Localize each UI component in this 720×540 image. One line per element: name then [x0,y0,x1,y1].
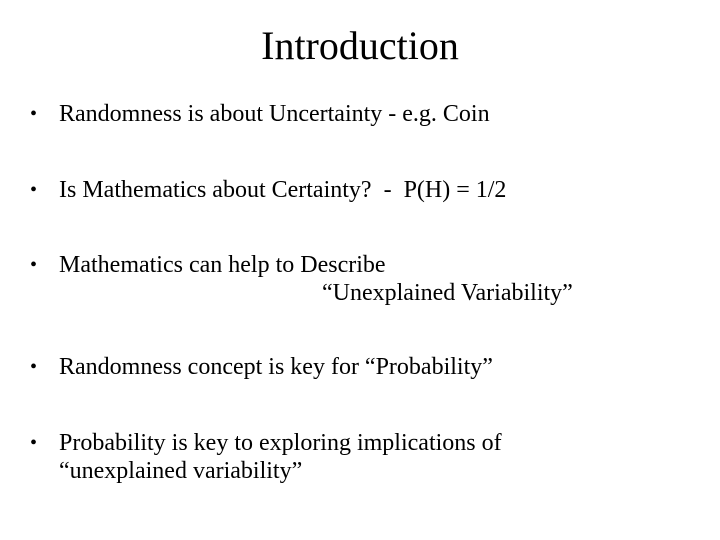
bullet-icon: • [30,432,38,454]
bullet-line: Probability is key to exploring implications of [59,430,502,456]
bullet-line: Randomness concept is key for “Probability” [59,354,493,380]
bullet-text [59,176,506,204]
bullet-text [59,429,502,485]
bullet-text [59,353,493,381]
bullet-line-continuation: “unexplained variability” [59,458,303,484]
bullet-line: Is Mathematics about Certainty? - P(H) = 1/2 [59,177,507,203]
bullet-line: Mathematics can help to Describe [59,252,386,278]
bullet-icon: • [30,356,38,378]
bullet-icon: • [30,103,38,125]
slide-title: Introduction [261,23,459,68]
bullet-icon: • [30,254,38,276]
bullet-text [59,251,573,307]
bullet-icon: • [30,179,38,201]
bullet-line-continuation: “Unexplained Variability” [322,280,573,306]
bullet-text [59,100,490,128]
bullet-line: Randomness is about Uncertainty - e.g. Coin [59,101,490,127]
